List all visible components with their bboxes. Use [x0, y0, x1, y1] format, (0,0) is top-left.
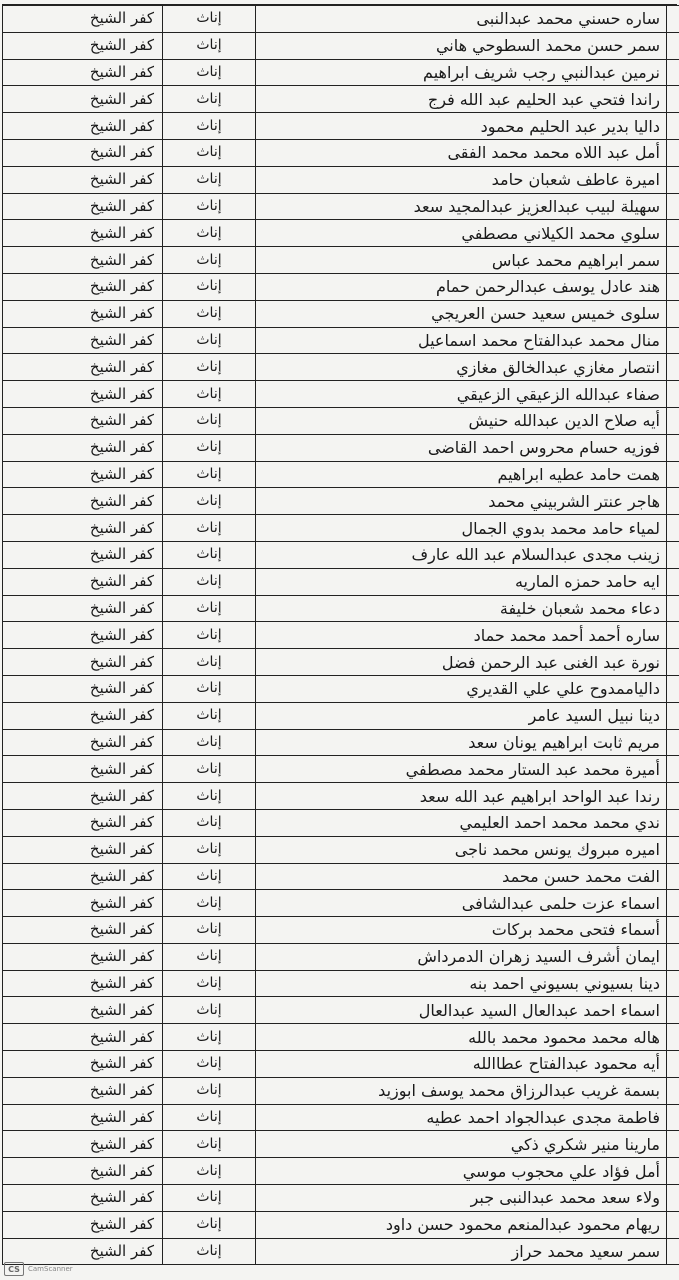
- name-cell: دعاء محمد شعبان خليفة: [256, 595, 667, 622]
- city-cell: كفر الشيخ: [3, 1024, 163, 1051]
- gender-cell: إناث: [163, 59, 256, 86]
- table-row: [3, 273, 679, 300]
- city-cell: كفر الشيخ: [3, 59, 163, 86]
- table-row: [3, 86, 679, 113]
- name-cell: همت حامد عطيه ابراهيم: [256, 461, 667, 488]
- table-row: [3, 461, 679, 488]
- row-number-cell: [667, 113, 679, 140]
- gender-cell: إناث: [163, 1211, 256, 1238]
- gender-cell: إناث: [163, 890, 256, 917]
- city-cell: كفر الشيخ: [3, 970, 163, 997]
- name-cell: فاطمة مجدى عبدالجواد احمد عطيه: [256, 1104, 667, 1131]
- gender-cell: إناث: [163, 997, 256, 1024]
- city-cell: كفر الشيخ: [3, 407, 163, 434]
- gender-cell: إناث: [163, 568, 256, 595]
- city-cell: كفر الشيخ: [3, 1051, 163, 1078]
- city-cell: كفر الشيخ: [3, 32, 163, 59]
- name-cell: نورة عبد الغنى عبد الرحمن فضل: [256, 649, 667, 676]
- gender-cell: إناث: [163, 649, 256, 676]
- table-row: [3, 622, 679, 649]
- name-cell: أيه محمود عبدالفتاح عطاالله: [256, 1051, 667, 1078]
- gender-cell: إناث: [163, 675, 256, 702]
- name-cell: دينا نبيل السيد عامر: [256, 702, 667, 729]
- roster-table-body: [3, 6, 679, 1265]
- city-cell: كفر الشيخ: [3, 434, 163, 461]
- city-cell: كفر الشيخ: [3, 756, 163, 783]
- table-row: [3, 1077, 679, 1104]
- row-number-cell: [667, 1211, 679, 1238]
- table-row: [3, 407, 679, 434]
- gender-cell: إناث: [163, 943, 256, 970]
- row-number-cell: [667, 193, 679, 220]
- gender-cell: إناث: [163, 863, 256, 890]
- gender-cell: إناث: [163, 541, 256, 568]
- table-row: [3, 32, 679, 59]
- city-cell: كفر الشيخ: [3, 702, 163, 729]
- name-cell: دينا بسيوني بسيوني احمد بنه: [256, 970, 667, 997]
- row-number-cell: [667, 1238, 679, 1265]
- row-number-cell: [667, 139, 679, 166]
- city-cell: كفر الشيخ: [3, 1185, 163, 1212]
- gender-cell: إناث: [163, 220, 256, 247]
- roster-table: [2, 5, 679, 1265]
- gender-cell: إناث: [163, 247, 256, 274]
- city-cell: كفر الشيخ: [3, 675, 163, 702]
- city-cell: كفر الشيخ: [3, 729, 163, 756]
- name-cell: مارينا منير شكري ذكي: [256, 1131, 667, 1158]
- gender-cell: إناث: [163, 1051, 256, 1078]
- gender-cell: إناث: [163, 86, 256, 113]
- gender-cell: إناث: [163, 970, 256, 997]
- row-number-cell: [667, 247, 679, 274]
- table-row: [3, 1051, 679, 1078]
- gender-cell: إناث: [163, 1024, 256, 1051]
- table-row: [3, 783, 679, 810]
- city-cell: كفر الشيخ: [3, 86, 163, 113]
- gender-cell: إناث: [163, 381, 256, 408]
- name-cell: ساره حسني محمد عبدالنبى: [256, 6, 667, 33]
- table-row: [3, 702, 679, 729]
- row-number-cell: [667, 890, 679, 917]
- city-cell: كفر الشيخ: [3, 1131, 163, 1158]
- row-number-cell: [667, 917, 679, 944]
- name-cell: أسماء فتحى محمد بركات: [256, 917, 667, 944]
- gender-cell: إناث: [163, 1077, 256, 1104]
- name-cell: زينب مجدى عبدالسلام عبد الله عارف: [256, 541, 667, 568]
- city-cell: كفر الشيخ: [3, 1238, 163, 1265]
- city-cell: كفر الشيخ: [3, 917, 163, 944]
- city-cell: كفر الشيخ: [3, 220, 163, 247]
- gender-cell: إناث: [163, 273, 256, 300]
- name-cell: رندا عبد الواحد ابراهيم عبد الله سعد: [256, 783, 667, 810]
- name-cell: اسماء احمد عبدالعال السيد عبدالعال: [256, 997, 667, 1024]
- row-number-cell: [667, 6, 679, 33]
- table-row: [3, 836, 679, 863]
- table-row: [3, 6, 679, 33]
- row-number-cell: [667, 300, 679, 327]
- table-row: [3, 434, 679, 461]
- row-number-cell: [667, 970, 679, 997]
- name-cell: اميرة عاطف شعبان حامد: [256, 166, 667, 193]
- gender-cell: إناث: [163, 488, 256, 515]
- row-number-cell: [667, 943, 679, 970]
- city-cell: كفر الشيخ: [3, 139, 163, 166]
- name-cell: سمر سعيد محمد حراز: [256, 1238, 667, 1265]
- table-row: [3, 970, 679, 997]
- row-number-cell: [667, 783, 679, 810]
- name-cell: سلوى خميس سعيد حسن العريجي: [256, 300, 667, 327]
- row-number-cell: [667, 702, 679, 729]
- name-cell: انتصار مغازي عبدالخالق مغازي: [256, 354, 667, 381]
- name-cell: صفاء عبدالله الزعيقي الزعيقي: [256, 381, 667, 408]
- row-number-cell: [667, 1131, 679, 1158]
- city-cell: كفر الشيخ: [3, 541, 163, 568]
- table-row: [3, 139, 679, 166]
- city-cell: كفر الشيخ: [3, 6, 163, 33]
- row-number-cell: [667, 1024, 679, 1051]
- name-cell: سمر حسن محمد السطوحي هاني: [256, 32, 667, 59]
- row-number-cell: [667, 675, 679, 702]
- name-cell: منال محمد عبدالفتاح محمد اسماعيل: [256, 327, 667, 354]
- row-number-cell: [667, 32, 679, 59]
- row-number-cell: [667, 1158, 679, 1185]
- city-cell: كفر الشيخ: [3, 595, 163, 622]
- row-number-cell: [667, 434, 679, 461]
- table-row: [3, 595, 679, 622]
- table-row: [3, 809, 679, 836]
- table-row: [3, 1211, 679, 1238]
- gender-cell: إناث: [163, 139, 256, 166]
- name-cell: نرمين عبدالنبي رجب شريف ابراهيم: [256, 59, 667, 86]
- row-number-cell: [667, 1051, 679, 1078]
- gender-cell: إناث: [163, 1158, 256, 1185]
- row-number-cell: [667, 1077, 679, 1104]
- city-cell: كفر الشيخ: [3, 1158, 163, 1185]
- table-row: [3, 863, 679, 890]
- name-cell: ساره أحمد أحمد محمد حماد: [256, 622, 667, 649]
- gender-cell: إناث: [163, 836, 256, 863]
- table-row: [3, 354, 679, 381]
- city-cell: كفر الشيخ: [3, 247, 163, 274]
- name-cell: سمر ابراهيم محمد عباس: [256, 247, 667, 274]
- table-row: [3, 943, 679, 970]
- row-number-cell: [667, 756, 679, 783]
- table-row: [3, 488, 679, 515]
- row-number-cell: [667, 381, 679, 408]
- name-cell: ندي محمد محمد احمد العليمي: [256, 809, 667, 836]
- row-number-cell: [667, 863, 679, 890]
- gender-cell: إناث: [163, 1185, 256, 1212]
- scanner-watermark: [4, 1262, 73, 1276]
- city-cell: كفر الشيخ: [3, 461, 163, 488]
- table-row: [3, 568, 679, 595]
- table-row: [3, 381, 679, 408]
- name-cell: دالياممدوح علي علي القديري: [256, 675, 667, 702]
- city-cell: كفر الشيخ: [3, 809, 163, 836]
- gender-cell: إناث: [163, 354, 256, 381]
- table-row: [3, 59, 679, 86]
- name-cell: اميره مبروك يونس محمد ناجى: [256, 836, 667, 863]
- row-number-cell: [667, 836, 679, 863]
- table-row: [3, 1131, 679, 1158]
- gender-cell: إناث: [163, 809, 256, 836]
- city-cell: كفر الشيخ: [3, 273, 163, 300]
- table-row: [3, 247, 679, 274]
- city-cell: كفر الشيخ: [3, 649, 163, 676]
- row-number-cell: [667, 86, 679, 113]
- gender-cell: إناث: [163, 702, 256, 729]
- row-number-cell: [667, 327, 679, 354]
- name-cell: لمياء حامد محمد بدوي الجمال: [256, 515, 667, 542]
- row-number-cell: [667, 515, 679, 542]
- name-cell: ولاء سعد محمد عبدالنبى جبر: [256, 1185, 667, 1212]
- table-row: [3, 1158, 679, 1185]
- row-number-cell: [667, 568, 679, 595]
- table-row: [3, 327, 679, 354]
- row-number-cell: [667, 541, 679, 568]
- gender-cell: إناث: [163, 434, 256, 461]
- city-cell: كفر الشيخ: [3, 1211, 163, 1238]
- name-cell: الفت محمد حسن محمد: [256, 863, 667, 890]
- city-cell: كفر الشيخ: [3, 515, 163, 542]
- gender-cell: إناث: [163, 1131, 256, 1158]
- gender-cell: إناث: [163, 461, 256, 488]
- table-row: [3, 220, 679, 247]
- city-cell: كفر الشيخ: [3, 997, 163, 1024]
- table-row: [3, 756, 679, 783]
- city-cell: كفر الشيخ: [3, 622, 163, 649]
- row-number-cell: [667, 220, 679, 247]
- name-cell: مريم ثابت ابراهيم يونان سعد: [256, 729, 667, 756]
- city-cell: كفر الشيخ: [3, 113, 163, 140]
- city-cell: كفر الشيخ: [3, 568, 163, 595]
- table-row: [3, 1185, 679, 1212]
- city-cell: كفر الشيخ: [3, 783, 163, 810]
- name-cell: هند عادل يوسف عبدالرحمن حمام: [256, 273, 667, 300]
- table-row: [3, 729, 679, 756]
- camscanner-logo-icon: CS: [4, 1262, 24, 1276]
- row-number-cell: [667, 649, 679, 676]
- name-cell: أميرة محمد عبد الستار محمد مصطفي: [256, 756, 667, 783]
- name-cell: راندا فتحي عبد الحليم عبد الله فرج: [256, 86, 667, 113]
- name-cell: فوزيه حسام محروس احمد القاضى: [256, 434, 667, 461]
- city-cell: كفر الشيخ: [3, 836, 163, 863]
- city-cell: كفر الشيخ: [3, 166, 163, 193]
- gender-cell: إناث: [163, 756, 256, 783]
- gender-cell: إناث: [163, 1104, 256, 1131]
- gender-cell: إناث: [163, 783, 256, 810]
- city-cell: كفر الشيخ: [3, 300, 163, 327]
- gender-cell: إناث: [163, 32, 256, 59]
- city-cell: كفر الشيخ: [3, 327, 163, 354]
- city-cell: كفر الشيخ: [3, 354, 163, 381]
- city-cell: كفر الشيخ: [3, 381, 163, 408]
- name-cell: سهيلة لبيب عبدالعزيز عبدالمجيد سعد: [256, 193, 667, 220]
- row-number-cell: [667, 1185, 679, 1212]
- gender-cell: إناث: [163, 193, 256, 220]
- row-number-cell: [667, 354, 679, 381]
- table-row: [3, 193, 679, 220]
- city-cell: كفر الشيخ: [3, 193, 163, 220]
- gender-cell: إناث: [163, 595, 256, 622]
- table-row: [3, 515, 679, 542]
- name-cell: هاله محمد محمود محمد بالله: [256, 1024, 667, 1051]
- gender-cell: إناث: [163, 166, 256, 193]
- table-row: [3, 917, 679, 944]
- table-row: [3, 1024, 679, 1051]
- row-number-cell: [667, 273, 679, 300]
- gender-cell: إناث: [163, 917, 256, 944]
- row-number-cell: [667, 729, 679, 756]
- city-cell: كفر الشيخ: [3, 863, 163, 890]
- row-number-cell: [667, 1104, 679, 1131]
- name-cell: ايه حامد حمزه الماريه: [256, 568, 667, 595]
- row-number-cell: [667, 595, 679, 622]
- name-cell: هاجر عنتر الشربيني محمد: [256, 488, 667, 515]
- name-cell: أمل عبد اللاه محمد محمد الفقى: [256, 139, 667, 166]
- table-row: [3, 1104, 679, 1131]
- gender-cell: إناث: [163, 729, 256, 756]
- gender-cell: إناث: [163, 407, 256, 434]
- row-number-cell: [667, 166, 679, 193]
- gender-cell: إناث: [163, 622, 256, 649]
- name-cell: داليا بدير عبد الحليم محمود: [256, 113, 667, 140]
- name-cell: أيه صلاح الدين عبدالله حنيش: [256, 407, 667, 434]
- name-cell: اسماء عزت حلمى عبدالشافى: [256, 890, 667, 917]
- gender-cell: إناث: [163, 6, 256, 33]
- scanner-text: CamScanner: [28, 1265, 73, 1273]
- row-number-cell: [667, 59, 679, 86]
- gender-cell: إناث: [163, 327, 256, 354]
- table-row: [3, 300, 679, 327]
- table-row: [3, 675, 679, 702]
- name-cell: بسمة غريب عبدالرزاق محمد يوسف ابوزيد: [256, 1077, 667, 1104]
- gender-cell: إناث: [163, 300, 256, 327]
- gender-cell: إناث: [163, 515, 256, 542]
- gender-cell: إناث: [163, 113, 256, 140]
- gender-cell: إناث: [163, 1238, 256, 1265]
- table-row: [3, 166, 679, 193]
- roster-table-container: [2, 4, 677, 1265]
- table-row: [3, 649, 679, 676]
- table-row: [3, 113, 679, 140]
- city-cell: كفر الشيخ: [3, 890, 163, 917]
- name-cell: سلوي محمد الكيلاني مصطفي: [256, 220, 667, 247]
- name-cell: ريهام محمود عبدالمنعم محمود حسن داود: [256, 1211, 667, 1238]
- name-cell: أمل فؤاد علي محجوب موسي: [256, 1158, 667, 1185]
- row-number-cell: [667, 622, 679, 649]
- row-number-cell: [667, 997, 679, 1024]
- row-number-cell: [667, 407, 679, 434]
- table-row: [3, 890, 679, 917]
- table-row: [3, 1238, 679, 1265]
- row-number-cell: [667, 488, 679, 515]
- table-row: [3, 997, 679, 1024]
- city-cell: كفر الشيخ: [3, 1077, 163, 1104]
- table-row: [3, 541, 679, 568]
- city-cell: كفر الشيخ: [3, 943, 163, 970]
- city-cell: كفر الشيخ: [3, 1104, 163, 1131]
- row-number-cell: [667, 809, 679, 836]
- name-cell: ايمان أشرف السيد زهران الدمرداش: [256, 943, 667, 970]
- city-cell: كفر الشيخ: [3, 488, 163, 515]
- row-number-cell: [667, 461, 679, 488]
